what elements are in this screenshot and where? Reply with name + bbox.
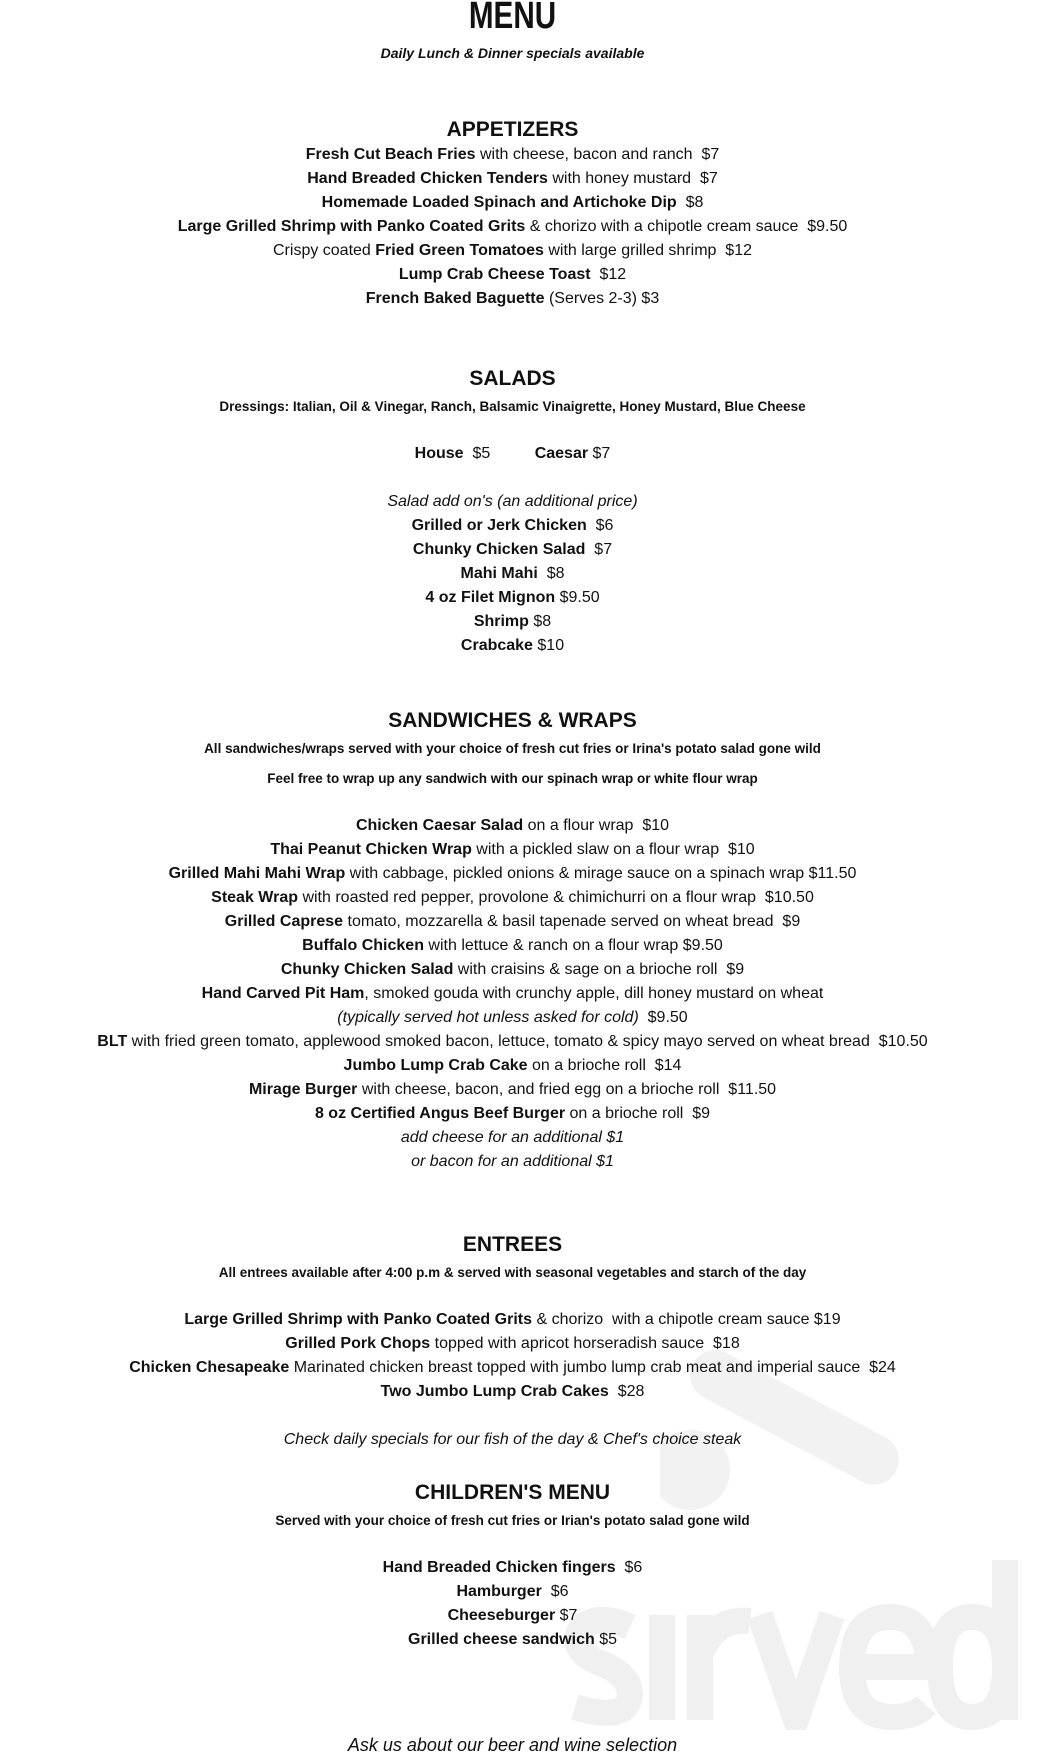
item-list <box>0 514 1025 658</box>
item-name: Crabcake <box>460 637 533 654</box>
menu-item <box>0 1006 1025 1030</box>
menu-item <box>0 934 1025 958</box>
item-name: Shrimp <box>473 613 529 630</box>
section-children <box>0 1480 1025 1652</box>
item-name: Hand Breaded Chicken Tenders <box>307 170 548 187</box>
menu-item <box>0 1580 1025 1604</box>
menu-item <box>0 1356 1025 1380</box>
addons-label: Salad add on's (an additional price) <box>387 493 638 510</box>
item-detail: Marinated chicken breast topped with jumbo lump crab meat and imperial sauce $24 <box>289 1359 896 1376</box>
item-name: Hand Carved Pit Ham <box>201 985 365 1002</box>
item-name: Grilled Mahi Mahi Wrap <box>168 865 346 882</box>
basic-salads <box>0 442 1025 466</box>
item-detail: Crispy coated <box>273 242 376 259</box>
item-name: Chunky Chicken Salad <box>412 541 586 558</box>
menu-item <box>0 1308 1025 1332</box>
item-detail: $6 <box>615 1559 643 1576</box>
menu-item <box>0 239 1025 263</box>
menu-item <box>0 886 1025 910</box>
item-name: Chunky Chicken Salad <box>280 961 454 978</box>
item-name: Large Grilled Shrimp with Panko Coated Grits <box>177 218 526 235</box>
item-detail: with honey mustard $7 <box>547 170 718 187</box>
specials-note: Check daily specials for our fish of the day & Chef's choice steak <box>283 1431 742 1448</box>
menu-item <box>0 958 1025 982</box>
item-name: Grilled Pork Chops <box>285 1335 431 1352</box>
item-detail: $10 <box>532 637 565 654</box>
item-detail: & chorizo with a chipotle cream sauce $9.50 <box>525 218 848 235</box>
section-heading: SALADS <box>469 367 556 390</box>
section-appetizers <box>0 117 1025 311</box>
section-sandwiches <box>0 708 1025 1174</box>
item-detail: on a flour wrap $10 <box>523 817 670 834</box>
item-note: (typically served hot unless asked for cold) <box>337 1009 639 1026</box>
menu-item <box>0 143 1025 167</box>
item-name: Hand Breaded Chicken fingers <box>382 1559 616 1576</box>
menu-item <box>0 1380 1025 1404</box>
menu-item <box>0 862 1025 886</box>
menu-item <box>0 215 1025 239</box>
item-detail: with large grilled shrimp $12 <box>543 242 752 259</box>
item-detail: , smoked gouda with crunchy apple, dill honey mustard on wheat <box>364 985 824 1002</box>
item-name: Hamburger <box>456 1583 542 1600</box>
dressings-note: Dressings: Italian, Oil & Vinegar, Ranch, Balsamic Vinaigrette, Honey Mustard, Blue Cheese <box>219 399 806 414</box>
menu-item <box>0 634 1025 658</box>
item-list <box>0 814 1025 1174</box>
item-detail: topped with apricot horseradish sauce $18 <box>430 1335 740 1352</box>
item-name: 8 oz Certified Angus Beef Burger <box>314 1105 566 1122</box>
item-detail: $6 <box>541 1583 569 1600</box>
section-heading: CHILDREN'S MENU <box>414 1481 611 1504</box>
item-list <box>0 1308 1025 1404</box>
item-detail: $7 <box>555 1607 578 1624</box>
menu-item <box>0 1078 1025 1102</box>
menu-item <box>0 538 1025 562</box>
item-name: Lump Crab Cheese Toast <box>398 266 591 283</box>
item-name: Grilled Caprese <box>224 913 344 930</box>
menu-item <box>0 1604 1025 1628</box>
item-name: Mirage Burger <box>248 1081 358 1098</box>
item-name: 4 oz Filet Mignon <box>425 589 556 606</box>
menu-item <box>0 287 1025 311</box>
page-title: MENU <box>468 0 557 37</box>
item-detail: & chorizo with a chipotle cream sauce $19 <box>532 1311 841 1328</box>
item-detail: with roasted red pepper, provolone & chimichurri on a flour wrap $10.50 <box>298 889 814 906</box>
menu-item <box>0 814 1025 838</box>
menu-item <box>0 263 1025 287</box>
section-note: All entrees available after 4:00 p.m & served with seasonal vegetables and starch of the day <box>218 1265 807 1280</box>
section-salads <box>0 366 1025 658</box>
item-detail: $7 <box>588 445 611 462</box>
item-name: Steak Wrap <box>211 889 298 906</box>
section-heading: APPETIZERS <box>446 118 579 141</box>
item-name: Grilled cheese sandwich <box>408 1631 595 1648</box>
item-detail: with craisins & sage on a brioche roll $9 <box>453 961 745 978</box>
item-list <box>0 143 1025 311</box>
menu-item <box>0 1332 1025 1356</box>
item-name: BLT <box>97 1033 128 1050</box>
item-detail: $28 <box>608 1383 645 1400</box>
item-detail: $8 <box>528 613 552 630</box>
item-name: Thai Peanut Chicken Wrap <box>270 841 472 858</box>
item-detail: $7 <box>585 541 613 558</box>
item-detail: with fried green tomato, applewood smoked bacon, lettuce, tomato & spicy mayo served on wheat bread $10.50 <box>127 1033 928 1050</box>
item-detail: with cheese, bacon and ranch $7 <box>475 146 720 163</box>
item-name: Fresh Cut Beach Fries <box>305 146 476 163</box>
item-detail: $8 <box>537 565 565 582</box>
menu-item <box>0 1150 1025 1174</box>
item-detail: with cabbage, pickled onions & mirage sauce on a spinach wrap $11.50 <box>345 865 857 882</box>
menu-item <box>0 910 1025 934</box>
item-name: French Baked Baguette <box>365 290 545 307</box>
menu-item <box>0 1556 1025 1580</box>
item-name: Cheeseburger <box>447 1607 556 1624</box>
item-detail: $12 <box>590 266 627 283</box>
item-list <box>0 1556 1025 1652</box>
item-detail: tomato, mozzarella & basil tapenade served on wheat bread $9 <box>343 913 801 930</box>
menu-item <box>0 191 1025 215</box>
item-name: Mahi Mahi <box>460 565 538 582</box>
item-detail: $9.50 <box>555 589 600 606</box>
item-detail: on a brioche roll $9 <box>565 1105 711 1122</box>
item-detail: with lettuce & ranch on a flour wrap $9.50 <box>423 937 723 954</box>
item-detail: $9.50 <box>638 1009 688 1026</box>
section-heading: SANDWICHES & WRAPS <box>388 709 637 732</box>
menu-item <box>0 586 1025 610</box>
item-name: Fried Green Tomatoes <box>375 242 544 259</box>
menu-item <box>0 1054 1025 1078</box>
menu-item <box>0 1628 1025 1652</box>
menu-item <box>0 838 1025 862</box>
menu-item <box>0 1030 1025 1054</box>
menu-item <box>0 167 1025 191</box>
item-detail: $5 <box>463 445 535 462</box>
item-note: add cheese for an additional $1 <box>400 1129 625 1146</box>
item-detail: $5 <box>594 1631 617 1648</box>
section-note: Served with your choice of fresh cut fries or Irian's potato salad gone wild <box>275 1513 750 1528</box>
section-note: All sandwiches/wraps served with your choice of fresh cut fries or Irina's potato salad gone wild <box>204 741 821 756</box>
footer-note: Ask us about our beer and wine selection <box>347 1735 678 1755</box>
menu-item <box>0 562 1025 586</box>
item-detail: on a brioche roll $14 <box>527 1057 682 1074</box>
item-name: Caesar <box>534 445 589 462</box>
menu-item <box>0 514 1025 538</box>
item-name: Buffalo Chicken <box>302 937 424 954</box>
menu-item <box>0 1126 1025 1150</box>
item-name: Two Jumbo Lump Crab Cakes <box>380 1383 609 1400</box>
item-name: Grilled or Jerk Chicken <box>411 517 587 534</box>
menu-item <box>0 982 1025 1006</box>
item-detail: (Serves 2-3) $3 <box>544 290 660 307</box>
item-detail: $6 <box>586 517 614 534</box>
item-name: Chicken Chesapeake <box>129 1359 290 1376</box>
section-heading: ENTREES <box>462 1233 563 1256</box>
menu-item <box>0 1102 1025 1126</box>
item-detail: with cheese, bacon, and fried egg on a brioche roll $11.50 <box>357 1081 777 1098</box>
item-name: Homemade Loaded Spinach and Artichoke Dip <box>321 194 677 211</box>
item-name: Large Grilled Shrimp with Panko Coated Grits <box>184 1311 532 1328</box>
page-subtitle: Daily Lunch & Dinner specials available <box>380 45 645 61</box>
item-name: Jumbo Lump Crab Cake <box>343 1057 528 1074</box>
section-entrees <box>0 1232 1025 1452</box>
item-name: House <box>414 445 464 462</box>
item-detail: with a pickled slaw on a flour wrap $10 <box>471 841 755 858</box>
item-note: or bacon for an additional $1 <box>411 1153 614 1170</box>
section-note: Feel free to wrap up any sandwich with our spinach wrap or white flour wrap <box>267 771 758 786</box>
menu-item <box>0 610 1025 634</box>
item-name: Chicken Caesar Salad <box>355 817 524 834</box>
item-detail: $8 <box>676 194 704 211</box>
